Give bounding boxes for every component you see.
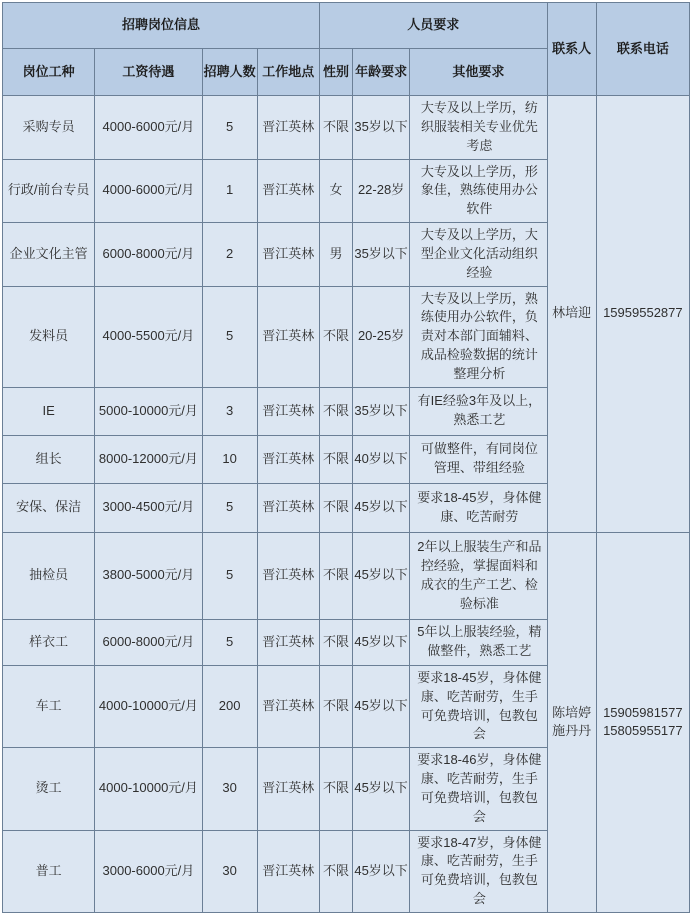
cell-count: 10 (202, 435, 257, 483)
cell-other-requirements: 要求18-46岁，身体健康、吃苦耐劳，生手可免费培训，包教包会 (410, 748, 547, 830)
cell-count: 5 (202, 532, 257, 619)
cell-other-requirements: 要求18-45岁，身体健康、吃苦耐劳，生手可免费培训，包教包会 (410, 665, 547, 747)
cell-salary: 3000-6000元/月 (95, 830, 202, 912)
cell-age: 35岁以下 (353, 387, 410, 435)
cell-salary: 6000-8000元/月 (95, 619, 202, 665)
cell-location: 晋江英林 (257, 619, 319, 665)
cell-other-requirements: 要求18-45岁，身体健康、吃苦耐劳 (410, 483, 547, 532)
cell-location: 晋江英林 (257, 435, 319, 483)
cell-salary: 4000-6000元/月 (95, 96, 202, 160)
cell-position: IE (3, 387, 95, 435)
cell-location: 晋江英林 (257, 286, 319, 387)
cell-location: 晋江英林 (257, 223, 319, 287)
cell-count: 1 (202, 159, 257, 223)
cell-age: 22-28岁 (353, 159, 410, 223)
cell-gender: 不限 (319, 748, 352, 830)
cell-other-requirements: 2年以上服装生产和品控经验，掌握面料和成衣的生产工艺、检验标准 (410, 532, 547, 619)
cell-location: 晋江英林 (257, 159, 319, 223)
cell-position: 采购专员 (3, 96, 95, 160)
cell-age: 45岁以下 (353, 748, 410, 830)
cell-gender: 不限 (319, 387, 352, 435)
cell-gender: 不限 (319, 532, 352, 619)
column-header-position: 岗位工种 (3, 49, 95, 96)
cell-count: 30 (202, 830, 257, 912)
cell-other-requirements: 5年以上服装经验，精做整件，熟悉工艺 (410, 619, 547, 665)
table-row (3, 96, 690, 160)
contact-phone-cell: 15959552877 (596, 96, 689, 533)
cell-age: 35岁以下 (353, 223, 410, 287)
column-header-count: 招聘人数 (202, 49, 257, 96)
cell-position: 抽检员 (3, 532, 95, 619)
cell-location: 晋江英林 (257, 532, 319, 619)
header-group-personnel-requirements: 人员要求 (319, 3, 547, 49)
cell-gender: 不限 (319, 435, 352, 483)
cell-location: 晋江英林 (257, 830, 319, 912)
contact-person-cell: 林培迎 (547, 96, 596, 533)
cell-other-requirements: 大专及以上学历，熟练使用办公软件，负责对本部门面辅料、成品检验数据的统计整理分析 (410, 286, 547, 387)
cell-salary: 4000-10000元/月 (95, 665, 202, 747)
cell-position: 企业文化主管 (3, 223, 95, 287)
column-header-gender: 性别 (319, 49, 352, 96)
cell-gender: 不限 (319, 830, 352, 912)
cell-position: 发料员 (3, 286, 95, 387)
cell-position: 车工 (3, 665, 95, 747)
cell-location: 晋江英林 (257, 387, 319, 435)
cell-salary: 5000-10000元/月 (95, 387, 202, 435)
contact-phone-cell: 15905981577 15805955177 (596, 532, 689, 912)
cell-other-requirements: 大专及以上学历，形象佳，熟练使用办公软件 (410, 159, 547, 223)
cell-position: 样衣工 (3, 619, 95, 665)
table-row (3, 532, 690, 619)
column-header-contact-phone: 联系电话 (596, 3, 689, 96)
cell-count: 30 (202, 748, 257, 830)
cell-other-requirements: 大专及以上学历，纺织服装相关专业优先考虑 (410, 96, 547, 160)
column-header-location: 工作地点 (257, 49, 319, 96)
cell-position: 普工 (3, 830, 95, 912)
cell-count: 5 (202, 96, 257, 160)
cell-location: 晋江英林 (257, 748, 319, 830)
cell-salary: 4000-5500元/月 (95, 286, 202, 387)
cell-salary: 4000-10000元/月 (95, 748, 202, 830)
column-header-age: 年龄要求 (353, 49, 410, 96)
column-header-contact-person: 联系人 (547, 3, 596, 96)
cell-gender: 女 (319, 159, 352, 223)
cell-other-requirements: 要求18-47岁，身体健康、吃苦耐劳，生手可免费培训，包教包会 (410, 830, 547, 912)
cell-salary: 8000-12000元/月 (95, 435, 202, 483)
cell-age: 45岁以下 (353, 665, 410, 747)
cell-gender: 不限 (319, 286, 352, 387)
cell-salary: 3800-5000元/月 (95, 532, 202, 619)
cell-count: 3 (202, 387, 257, 435)
recruitment-table (2, 2, 690, 913)
cell-salary: 4000-6000元/月 (95, 159, 202, 223)
header-group-recruit-info: 招聘岗位信息 (3, 3, 320, 49)
cell-location: 晋江英林 (257, 96, 319, 160)
cell-count: 200 (202, 665, 257, 747)
cell-count: 5 (202, 286, 257, 387)
cell-salary: 3000-4500元/月 (95, 483, 202, 532)
cell-gender: 不限 (319, 96, 352, 160)
cell-position: 组长 (3, 435, 95, 483)
cell-other-requirements: 有IE经验3年及以上，熟悉工艺 (410, 387, 547, 435)
cell-other-requirements: 大专及以上学历，大型企业文化活动组织经验 (410, 223, 547, 287)
cell-count: 5 (202, 483, 257, 532)
cell-other-requirements: 可做整件，有同岗位管理、带组经验 (410, 435, 547, 483)
cell-gender: 不限 (319, 483, 352, 532)
cell-age: 45岁以下 (353, 532, 410, 619)
cell-count: 5 (202, 619, 257, 665)
column-header-salary: 工资待遇 (95, 49, 202, 96)
cell-age: 40岁以下 (353, 435, 410, 483)
cell-gender: 男 (319, 223, 352, 287)
cell-age: 45岁以下 (353, 619, 410, 665)
cell-location: 晋江英林 (257, 665, 319, 747)
contact-person-cell: 陈培婷 施丹丹 (547, 532, 596, 912)
cell-position: 安保、保洁 (3, 483, 95, 532)
cell-position: 烫工 (3, 748, 95, 830)
cell-age: 35岁以下 (353, 96, 410, 160)
cell-count: 2 (202, 223, 257, 287)
column-header-other-requirements: 其他要求 (410, 49, 547, 96)
cell-salary: 6000-8000元/月 (95, 223, 202, 287)
cell-gender: 不限 (319, 619, 352, 665)
cell-age: 45岁以下 (353, 830, 410, 912)
cell-age: 20-25岁 (353, 286, 410, 387)
cell-location: 晋江英林 (257, 483, 319, 532)
cell-gender: 不限 (319, 665, 352, 747)
cell-age: 45岁以下 (353, 483, 410, 532)
cell-position: 行政/前台专员 (3, 159, 95, 223)
